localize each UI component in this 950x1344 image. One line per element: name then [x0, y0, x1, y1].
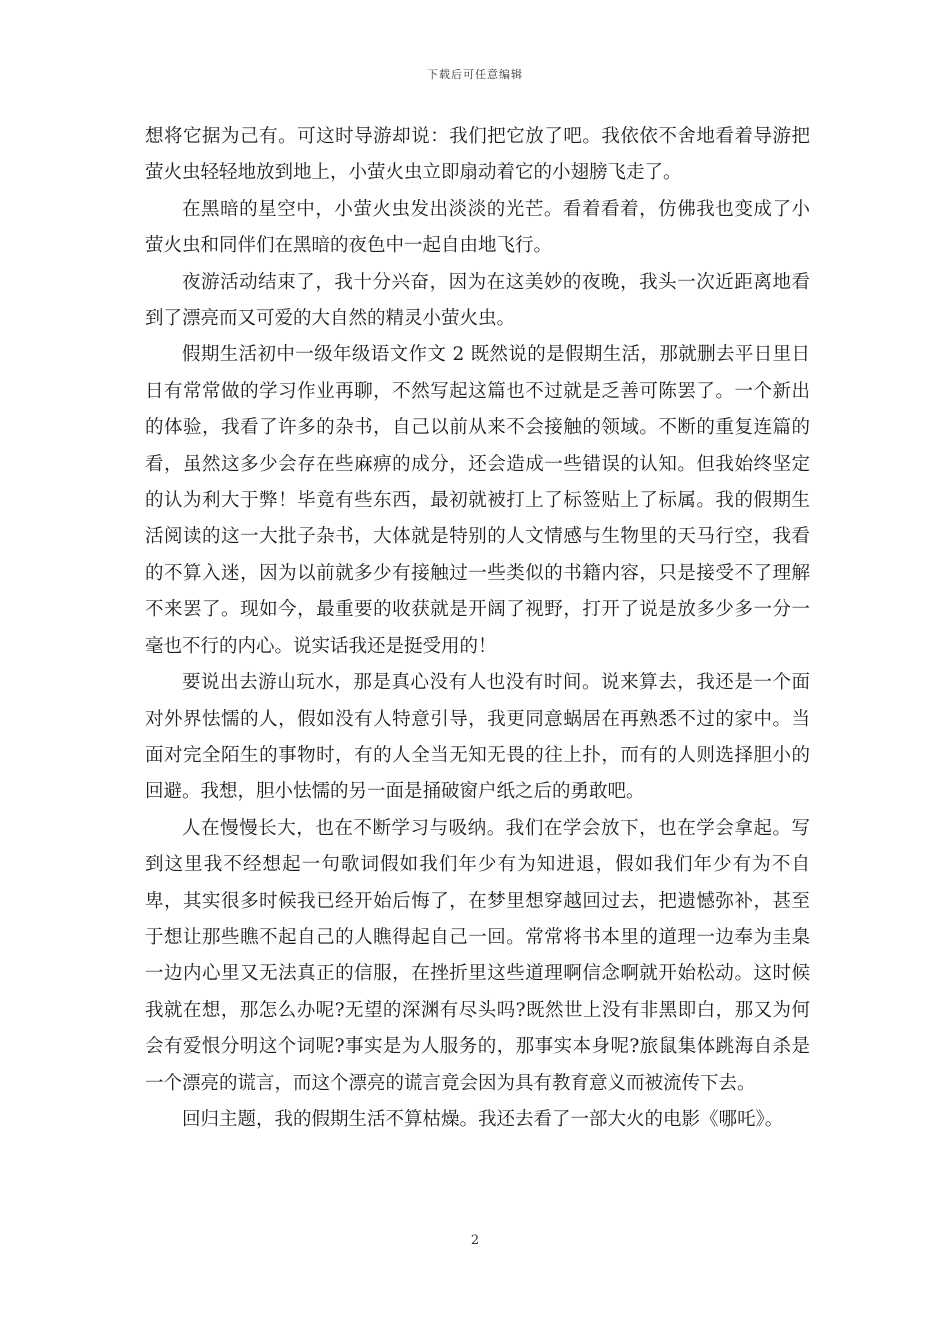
page-number: 2 — [470, 1233, 480, 1248]
paragraph: 想将它据为己有。可这时导游却说：我们把它放了吧。我依依不舍地看着导游把萤火虫轻轻地放到地上，小萤火虫立即扇动着它的小翅膀飞走了。 — [145, 126, 810, 184]
document-body — [145, 119, 810, 1138]
paragraph: 人在慢慢长大，也在不断学习与吸纳。我们在学会放下，也在学会拿起。写到这里我不经想起一句歌词假如我们年少有为知进退，假如我们年少有为不自卑，其实很多时候我已经开始后悔了，在梦里想穿越回过去，把遗憾弥补，甚至于想让那些瞧不起自己的人瞧得起自己一回。常常将书本里的道理一边奉为圭臬一边内心里又无法真正的信服，在挫折里这些道理啊信念啊就开始松动。这时候我就在想，那怎么办呢?无望的深渊有尽头吗?既然世上没有非黑即白，那又为何会有爱恨分明这个词呢?事实是为人服务的，那事实本身呢?旅鼠集体跳海自杀是一个漂亮的谎言，而这个漂亮的谎言竟会因为具有教育意义而被流传下去。 — [145, 817, 810, 1094]
paragraph: 回归主题，我的假期生活不算枯燥。我还去看了一部大火的电影《哪吒》。 — [182, 1108, 784, 1130]
page-header: 下载后可任意编辑 — [427, 68, 523, 81]
paragraph: 在黑暗的星空中，小萤火虫发出淡淡的光芒。看着看着，仿佛我也变成了小萤火虫和同伴们在黑暗的夜色中一起自由地飞行。 — [145, 198, 810, 257]
paragraph: 假期生活初中一级年级语文作文 2 既然说的是假期生活，那就删去平日里日日有常常做的学习作业再聊，不然写起这篇也不过就是乏善可陈罢了。一个新出的体验，我看了许多的杂书，自己以前从来不会接触的领域。不断的重复连篇的看，虽然这多少会存在些麻痹的成分，还会造成一些错误的认知。但我始终坚定的认为利大于弊！毕竟有些东西，最初就被打上了标签贴上了标属。我的假期生活阅读的这一大批子杂书，大体就是特别的人文情感与生物里的天马行空，我看的不算入迷，因为以前就多少有接触过一些类似的书籍内容，只是接受不了理解不来罢了。现如今，最重要的收获就是开阔了视野，打开了说是放多少多一分一毫也不行的内心。说实话我还是挺受用的！ — [145, 344, 810, 657]
paragraph: 要说出去游山玩水，那是真心没有人也没有时间。说来算去，我还是一个面对外界怯懦的人，假如没有人特意引导，我更同意蜗居在再熟悉不过的家中。当面对完全陌生的事物时，有的人全当无知无畏的往上扑，而有的人则选择胆小的回避。我想，胆小怯懦的另一面是捅破窗户纸之后的勇敢吧。 — [145, 672, 810, 803]
paragraph: 夜游活动结束了，我十分兴奋，因为在这美妙的夜晚，我头一次近距离地看到了漂亮而又可爱的大自然的精灵小萤火虫。 — [145, 271, 810, 330]
